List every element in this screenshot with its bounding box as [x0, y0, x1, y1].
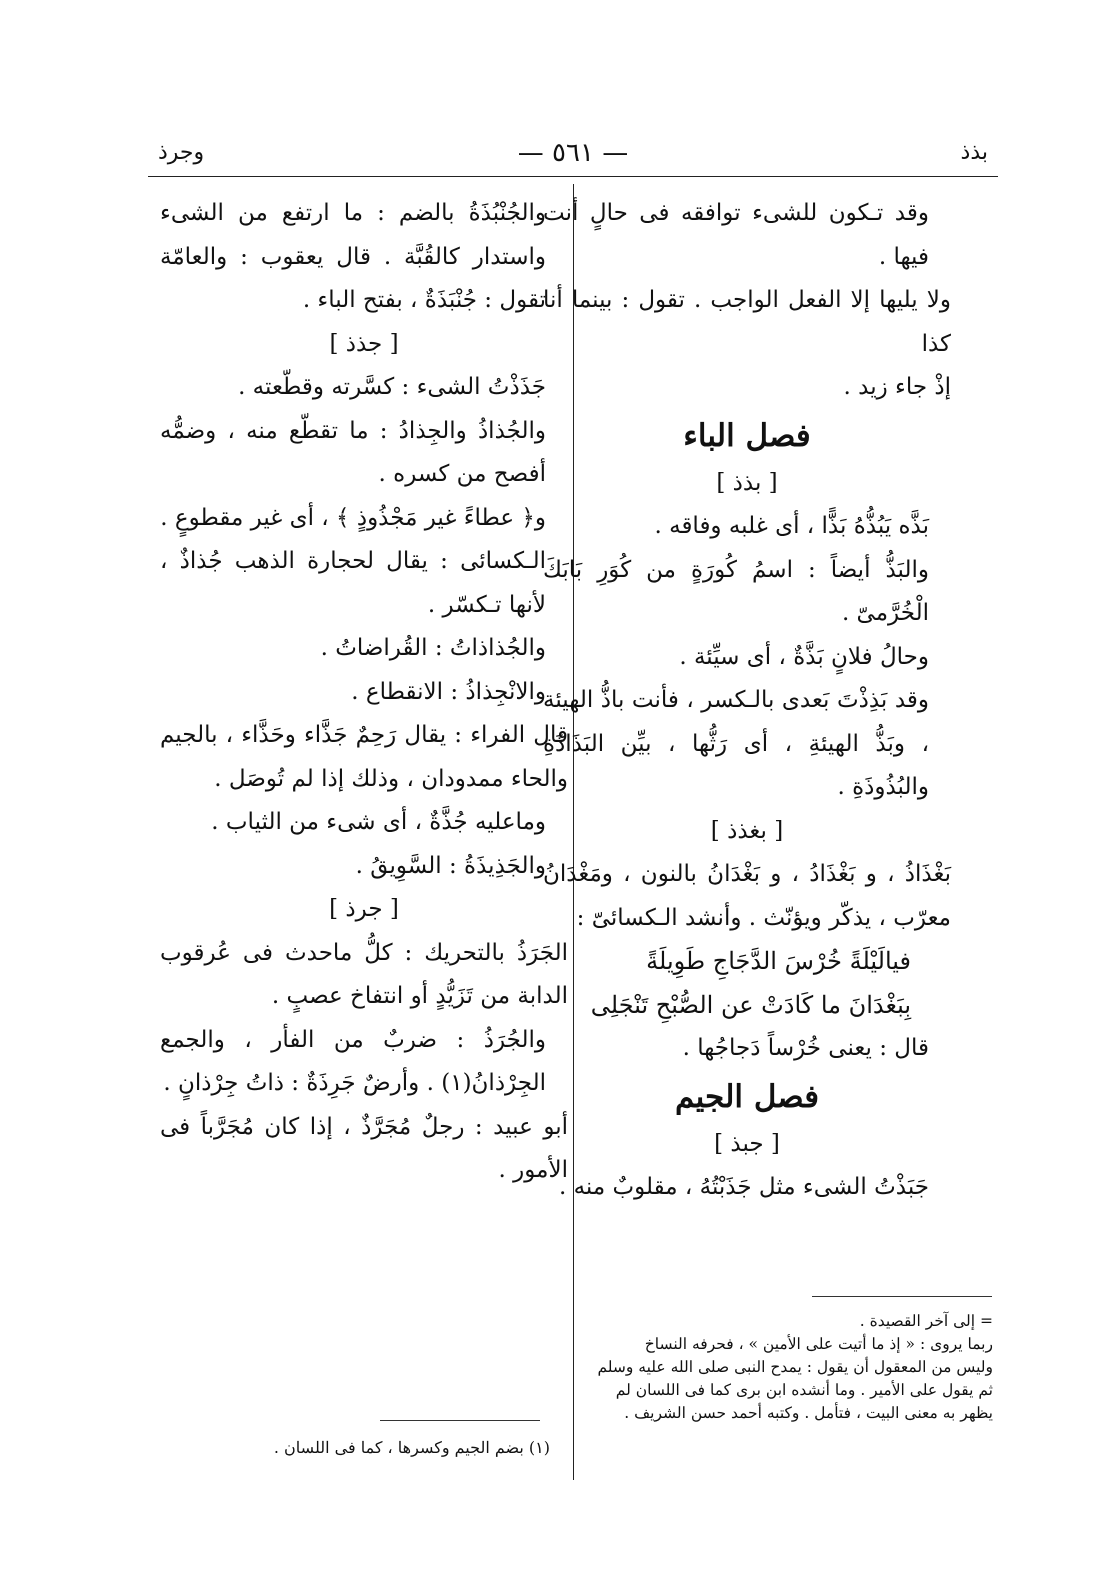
section-heading-ba: فصل الباء	[683, 417, 811, 454]
entry-heading-baghdhdh: [ بغذذ ]	[710, 817, 784, 844]
page-number: — ٥٦١ —	[517, 138, 629, 168]
entry-text: قال : يعنى خُرْساً دَجاجُها .	[682, 1035, 929, 1061]
footnote-line: يظهر به معنى البيت ، فتأمل . وكتبه أحمد حسن الشريف .	[624, 1404, 993, 1422]
entry-text: بَغْذَاذُ ، و بَغْذَادُ ، و بَغْدَانُ بالنون ، ومَغْدَانُ معرّب ، يذكّر ويؤنّث . وأنشد الـكسائىّ :	[543, 861, 951, 931]
entry-heading-badhdh: [ بذذ ]	[716, 469, 778, 496]
entry-heading-jdhdh: [ جذذ ]	[329, 330, 399, 357]
entry-text: و﴿ عطاءً غير مَجْذُوذٍ ﴾ ، أى غير مقطوعٍ .	[160, 504, 546, 531]
entry-text: والجَذِيذَةُ : السَّوِيقُ .	[355, 852, 546, 879]
text-line: إذْ جاء زيد .	[843, 374, 951, 400]
entry-text: والجُرَذُ : ضربٌ من الفأر ، والجمع الجِرْذانُ(١) . وأرضٌ جَرِذَةٌ : ذاتُ جِرْذانٍ .	[160, 1026, 546, 1096]
entry-text: الـكسائى : يقال لحجارة الذهب جُذاذٌ ، لأنها تـكسّر .	[160, 548, 546, 618]
footnote-line: = إلى آخر القصيدة .	[859, 1312, 993, 1330]
entry-heading-jrdh: [ جرذ ]	[329, 896, 399, 922]
right-column	[543, 192, 951, 1210]
header-root-right: بذذ	[960, 140, 988, 165]
left-column	[160, 192, 568, 1193]
footnote-line: ثم يقول على الأمير . وما أنشده ابن برى كما فى اللسان لم	[615, 1381, 993, 1399]
verse-line: بِبَغْدَانَ ما كَادَتْ عن الصُّبْحِ تَنْجَلِى	[590, 990, 911, 1019]
footnote-rule	[812, 1296, 992, 1297]
footnote-line: وليس من المعقول أن يقول : يمدح النبى صلى الله عليه وسلم	[597, 1358, 993, 1376]
text-line: ولا يليها إلا الفعل الواجب . تقول : بينما أنا كذا	[543, 287, 951, 357]
entry-text: جَبَذْتُ الشىء مثل جَذَبْتُهُ ، مقلوبٌ منه .	[558, 1174, 929, 1200]
header-root-left: وجرذ	[158, 140, 205, 165]
entry-heading-jbdh: [ جبذ ]	[714, 1130, 780, 1157]
entry-text: وماعليه جُذَّةٌ ، أى شىء من الثياب .	[211, 809, 546, 835]
footnote-line: ربما يروى : « إذ ما أتيت على الأمين » ، فحرفه النساخ	[644, 1335, 993, 1353]
entry-text: أبو عبيد : رجلٌ مُجَرَّذٌ ، إذا كان مُجَرَّباً فى الأمور .	[160, 1113, 568, 1183]
entry-text: وحالُ فلانٍ بَذَّةٌ ، أى سيِّئة .	[679, 643, 929, 670]
entry-text: وقد بَذِذْتَ بَعدى بالـكسر ، فأنت باذُّ الهيئة ، وبَذُّ الهيئةِ ، أى رَثُّها ، بيِّن البَذَاذَةِ والبُذُوذَةِ .	[543, 687, 929, 800]
entry-text: جَذَذْتُ الشىء : كسَّرته وقطّعته .	[238, 374, 546, 400]
left-footnote: (١) بضم الجيم وكسرها ، كما فى اللسان .	[273, 1438, 550, 1457]
header-rule	[148, 176, 998, 177]
entry-text: والبَذُّ أيضاً : اسمُ كُورَةٍ من كُوَرِ بَابَكَ الْخُرَّمىّ .	[543, 556, 929, 626]
footnote-rule	[380, 1420, 540, 1421]
entry-text: بَذَّه يَبُذُّهُ بَذًّا ، أى غلبه وفاقه .	[654, 513, 929, 539]
page-header	[148, 130, 998, 176]
text-line: وقد تـكون للشىء توافقه فى حالٍ أنت فيها .	[543, 200, 929, 270]
entry-text: والجُذاذُ والجِذادُ : ما تقطّع منه ، وضمُّه أفصح من كسره .	[160, 417, 546, 487]
entry-text: والانْجِذاذُ : الانقطاع .	[351, 678, 546, 705]
entry-text: والجُنْبُذَةُ بالضم : ما ارتفع من الشىء واستدار كالقُبَّة . قال يعقوب : والعامّة تقول : جُنْبَذَةٌ ، بفتح الباء .	[160, 200, 546, 313]
right-footnotes	[583, 1310, 993, 1425]
verse-line: فيالَيْلَةً خُرْسَ الدَّجَاجِ طَوِيلَةً	[646, 947, 911, 975]
section-heading-jim: فصل الجيم	[674, 1078, 820, 1115]
entry-text: الجَرَذُ بالتحريك : كلُّ ماحدث فى عُرقوب الدابة من تَزَيُّدٍ أو انتفاخ عصبٍ .	[160, 939, 568, 1009]
entry-text: قال الفراء : يقال رَحِمٌ جَذَّاء وحَذَّاء ، بالجيم والحاء ممدودان ، وذلك إذا لم تُوصَل .	[160, 722, 568, 792]
entry-text: والجُذاذاتُ : القُراضاتُ .	[320, 635, 546, 661]
